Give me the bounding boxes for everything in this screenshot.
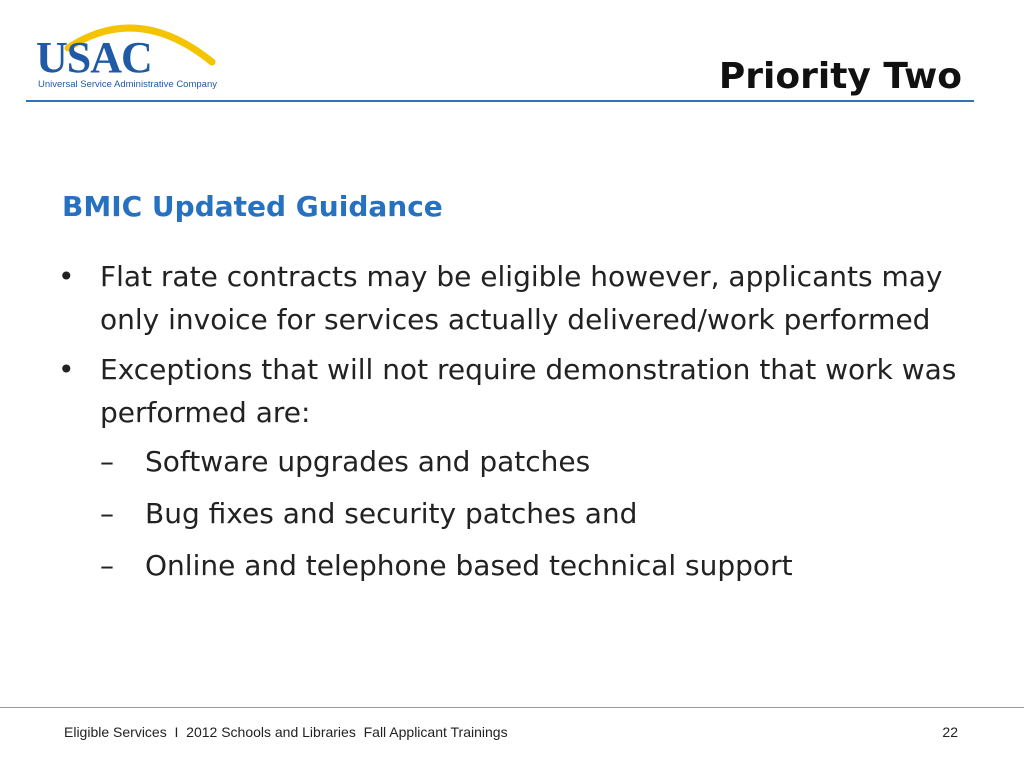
sub-bullet-item	[100, 440, 976, 483]
sub-bullet-text: Online and telephone based technical support	[145, 549, 793, 582]
sub-bullet-item	[100, 544, 976, 587]
sub-bullet-marker: –	[100, 497, 114, 530]
bullet-item	[56, 255, 976, 341]
usac-logo	[28, 12, 228, 92]
bullet-text: Flat rate contracts may be eligible however, applicants may only invoice for services actually delivered/work performed	[100, 260, 943, 336]
bullet-item	[56, 348, 976, 587]
bullet-text: Exceptions that will not require demonstration that work was performed are:	[100, 353, 957, 429]
page-number: 22	[942, 724, 958, 740]
page-title: Priority Two	[718, 56, 962, 97]
footer-text: Eligible Services I 2012 Schools and Libraries Fall Applicant Trainings	[64, 724, 508, 740]
sub-bullet-text: Software upgrades and patches	[145, 445, 591, 478]
sub-bullet-text: Bug fixes and security patches and	[145, 497, 638, 530]
header-divider	[26, 100, 974, 102]
sub-bullet-item	[100, 492, 976, 535]
section-heading: BMIC Updated Guidance	[62, 190, 443, 223]
bullet-list	[56, 255, 976, 596]
footer-divider	[0, 707, 1024, 708]
bullet-marker: •	[58, 353, 75, 386]
logo-tagline: Universal Service Administrative Company	[38, 79, 217, 90]
logo-wordmark: USAC	[36, 33, 152, 82]
sub-bullet-marker: –	[100, 445, 114, 478]
sub-bullet-marker: –	[100, 549, 114, 582]
bullet-marker: •	[58, 260, 75, 293]
sub-bullet-list	[100, 440, 976, 587]
